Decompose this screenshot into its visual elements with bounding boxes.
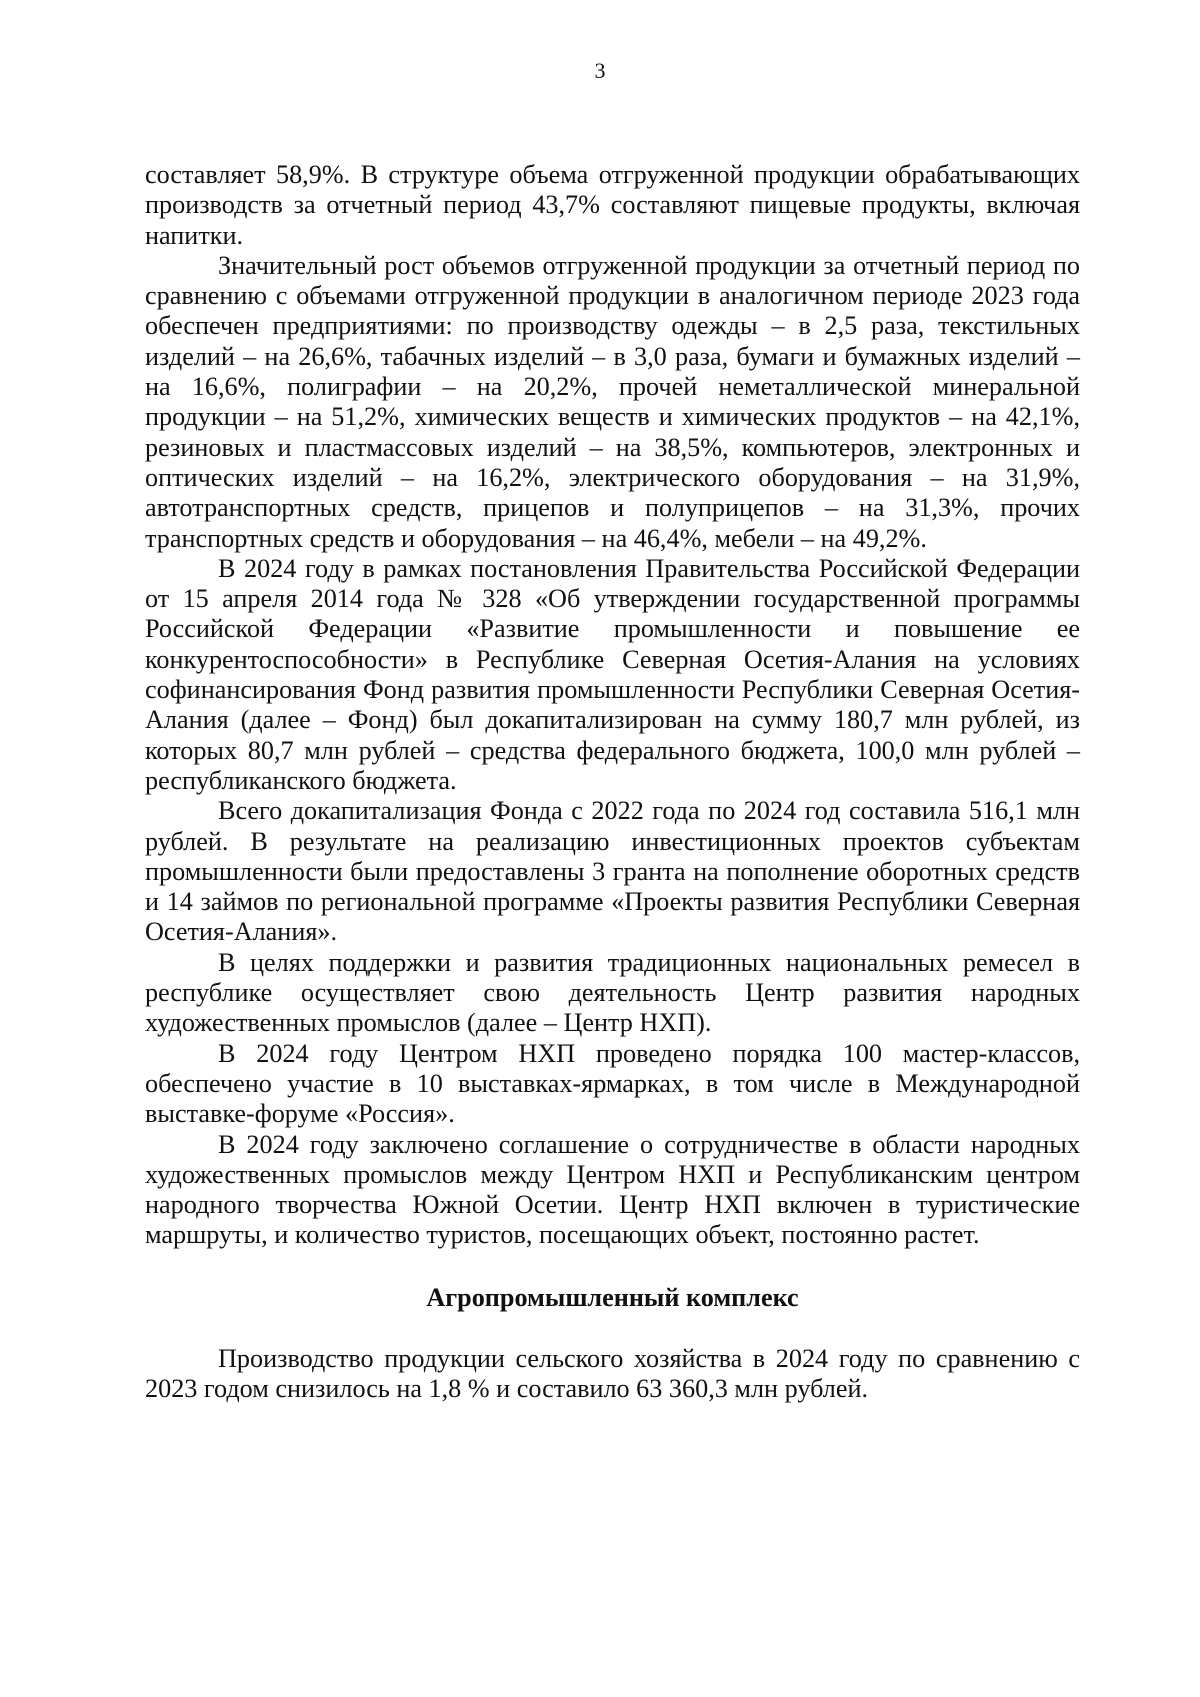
document-body [145, 160, 1080, 1405]
page-number: 3 [594, 58, 606, 83]
paragraph-shipment-growth: Значительный рост объемов отгруженной продукции за отчетный период по сравнению с объемами отгруженной продукции в аналогичном периоде 2023 года обеспечен предприятиями: по производству одежды – в 2,5 раза, текстильных изделий – на 26,6%, табачных изделий – в 3,0 раза, бумаги и бумажных изделий – на 16,6%, полиграфии – на 20,2%, прочей неметаллической минеральной продукции – на 51,2%, химических веществ и химических продуктов – на 42,1%, резиновых и пластмассовых изделий – на 38,5%, компьютеров, электронных и оптических изделий – на 16,2%, электрического оборудования – на 31,9%, автотранспортных средств, прицепов и полуприцепов – на 31,3%, прочих транспортных средств и оборудования – на 46,4%, мебели – на 49,2%. [145, 250, 1080, 553]
paragraph-fund-capitalization: Всего докапитализация Фонда с 2022 года по 2024 год составила 516,1 млн рублей. В результате на реализацию инвестиционных проектов субъектам промышленности были предоставлены 3 гранта на пополнение оборотных средств и 14 займов по региональной программе «Проекты развития Республики Северная Осетия-Алания». [145, 796, 1080, 947]
paragraph-continuation: составляет 58,9%. В структуре объема отгруженной продукции обрабатывающих производств за отчетный период 43,7% составляют пищевые продукты, включая напитки. [145, 160, 1080, 250]
paragraph-crafts-center: В целях поддержки и развития традиционных национальных ремесел в республике осуществляет свою деятельность Центр развития народных художественных промыслов (далее – Центр НХП). [145, 947, 1080, 1038]
paragraph-crafts-agreement: В 2024 году заключено соглашение о сотрудничестве в области народных художественных промыслов между Центром НХП и Республиканским центром народного творчества Южной Осетии. Центр НХП включен в туристические маршруты, и количество туристов, посещающих объект, постоянно растет. [145, 1129, 1080, 1250]
section-heading: Агропромышленный комплекс [426, 1282, 799, 1312]
paragraph-industry-fund: В 2024 году в рамках постановления Правительства Российской Федерации от 15 апреля 2014 года № 328 «Об утверждении государственной программы Российской Федерации «Развитие промышленности и повышение ее конкурентоспособности» в Республике Северная Осетия-Алания на условиях софинансирования Фонд развития промышленности Республики Северная Осетия-Алания (далее – Фонд) был докапитализирован на сумму 180,7 млн рублей, из которых 80,7 млн рублей – средства федерального бюджета, 100,0 млн рублей – республиканского бюджета. [145, 553, 1080, 795]
paragraph-agriculture: Производство продукции сельского хозяйства в 2024 году по сравнению с 2023 годом снизилось на 1,8 % и составило 63 360,3 млн рублей. [145, 1343, 1080, 1404]
paragraph-crafts-events: В 2024 году Центром НХП проведено порядка 100 мастер-классов, обеспечено участие в 10 выставках-ярмарках, в том числе в Международной выставке-форуме «Россия». [145, 1038, 1080, 1129]
